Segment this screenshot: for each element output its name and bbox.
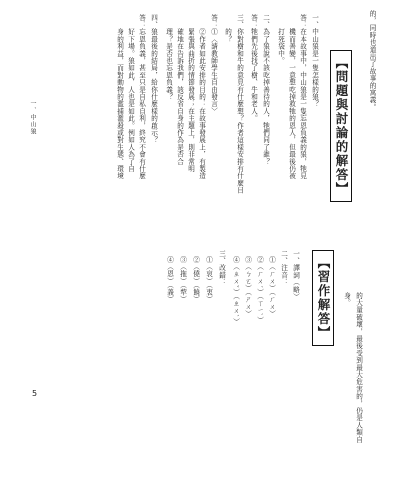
text-line: ④（ㄓㄨˇ）（ㄓㄨˋ） [231,256,240,326]
text-line: 機而善變，一意想吃掉救牠的恩人，但最後仍被 [287,14,296,180]
text-line: 的？ [223,14,232,43]
text-line: ③（ㄅㄛ）（ㄕㄨ） [243,256,252,318]
text-line: 好下場。狼如此，人也是如此。例如人為了自 [126,14,135,173]
text-line: 理？是否也忘恩負義？ [164,14,173,101]
text-line: 答：①〈請教師學生自由發言〉 [209,14,218,115]
text-line: ②（僥）（饒） [191,256,200,304]
text-line: 的大量破壞，最後受到最大危害的，仍是人類自 [354,292,363,444]
text-line: 二、為了狼說不該吃掉善待的人，牠們同了誰？ [261,14,270,166]
text-line: 答：忘恩負義，甚至只是自私自利，終究不會有什麼 [137,14,146,180]
text-line: 答：在本故事中，中山狼是一隻忘恩負義的狼，牠見 [298,14,307,180]
text-line: 三、改錯： [217,250,226,286]
text-line: 二、注音： [279,250,288,286]
text-line: 打死袋中。 [276,14,285,65]
page-number: 5 [32,389,38,398]
text-line: 緊張與曲折的情節發展；在主題上，則非常明 [186,14,195,173]
section-heading-questions: 【問題與討論的解答】 [330,50,352,202]
text-line: 身的利益，而對動物的濫捕濫殺或對生態、環境 [115,14,124,180]
text-line: 的，同時也道出了故事的寓義。 [368,10,376,111]
text-line: ③（拖）（犂） [178,256,187,304]
text-line: 一、譯詞（略） [291,250,300,301]
text-line: ①（哀）（衷） [204,256,213,304]
text-line: 確地在告訴我們，該反省自身的作為是否合 [175,14,184,166]
text-line: ④（恩）（義） [165,256,174,304]
text-line: ①（ㄏㄨ）（ㄏㄨ） [267,256,276,318]
text-line: ②作者如此安排的目的：在故事發展上，有製造 [197,14,206,180]
text-line: 一、中山狼是一隻怎樣的狼？ [310,14,319,108]
chapter-footer: 一、中山狼 [29,100,36,135]
text-line: 身。 [342,292,351,307]
text-line: 三、你對樹和牛的意見有什麼想？作者這樣安排有什麼目 [235,14,244,194]
text-line: ②（ㄏㄨˊ）（ㄒㄧˋ） [255,256,264,324]
text-line: 四、狼最後的結局，給你什麼樣的啟示？ [149,14,158,144]
text-line: 答：牠們先後找了樹、牛和老人。 [249,14,258,122]
section-heading-answers: 【習作解答】 [312,250,334,346]
